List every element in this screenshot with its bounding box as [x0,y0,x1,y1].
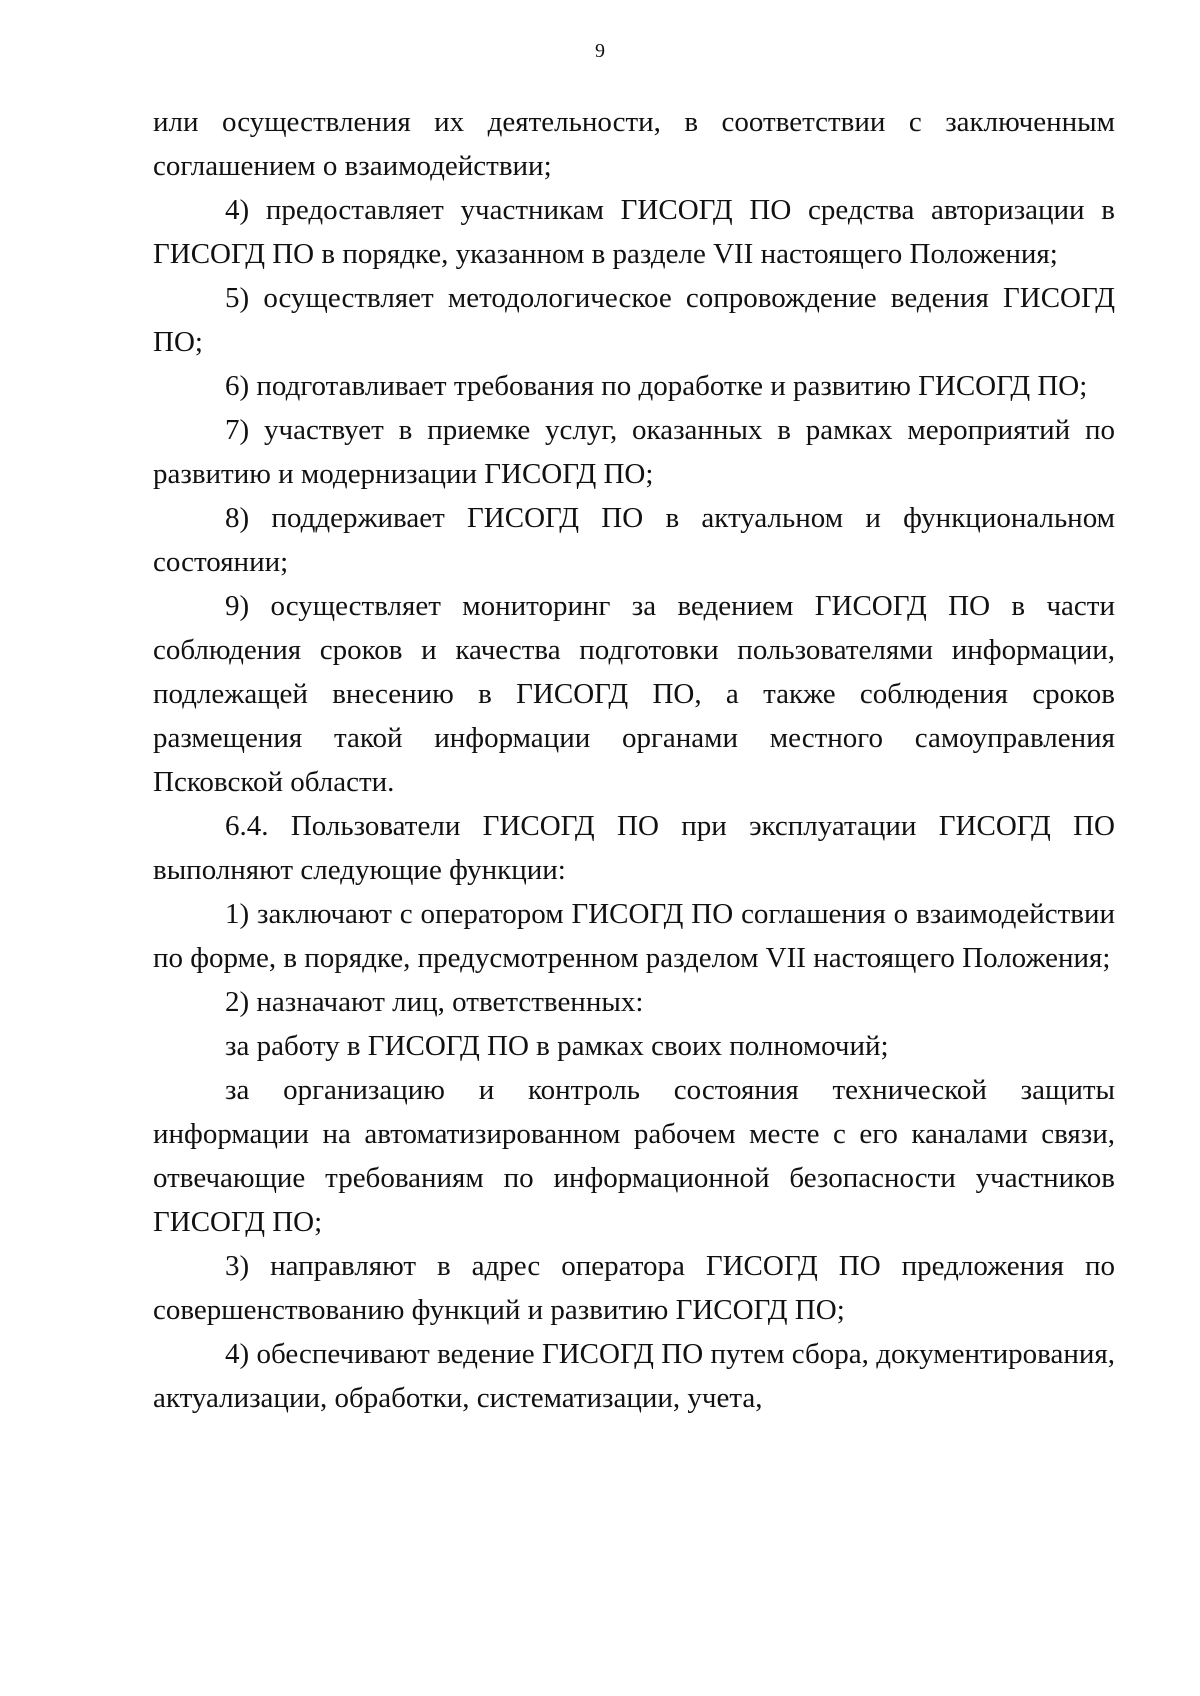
list-item: 9) осуществляет мониторинг за ведением ГИСОГД ПО в части соблюдения сроков и качества подготовки пользователями информации, подлежащей внесению в ГИСОГД ПО, а также соблюдения сроков размещения такой информации органами местного самоуправления Псковской области. [153,590,1115,798]
page-number: 9 [595,40,605,62]
list-item: 7) участвует в приемке услуг, оказанных в рамках мероприятий по развитию и модернизации ГИСОГД ПО; [153,414,1115,490]
list-item: 6) подготавливает требования по доработке и развитию ГИСОГД ПО; [225,370,1088,402]
sub-item: за организацию и контроль состояния технической защиты информации на автоматизированном рабочем месте с его каналами связи, отвечающие требованиям по информационной безопасности участников ГИСОГД ПО; [153,1074,1115,1238]
paragraph: или осуществления их деятельности, в соответствии с заключенным соглашением о взаимодействии; [153,106,1115,182]
list-item: 3) направляют в адрес оператора ГИСОГД ПО предложения по совершенствованию функций и развитию ГИСОГД ПО; [153,1250,1115,1326]
list-item: 5) осуществляет методологическое сопровождение ведения ГИСОГД ПО; [153,282,1115,358]
list-item: 2) назначают лиц, ответственных: [225,986,644,1018]
list-item: 8) поддерживает ГИСОГД ПО в актуальном и функциональном состоянии; [153,502,1115,578]
document-body [153,100,1115,1420]
sub-item: за работу в ГИСОГД ПО в рамках своих полномочий; [225,1030,889,1062]
list-item: 1) заключают с оператором ГИСОГД ПО соглашения о взаимодействии по форме, в порядке, предусмотренном разделом VII настоящего Положения; [153,898,1115,974]
list-item: 4) предоставляет участникам ГИСОГД ПО средства авторизации в ГИСОГД ПО в порядке, указанном в разделе VII настоящего Положения; [153,194,1115,270]
list-item: 4) обеспечивают ведение ГИСОГД ПО путем сбора, документирования, актуализации, обработки, систематизации, учета, [153,1338,1115,1414]
section-paragraph: 6.4. Пользователи ГИСОГД ПО при эксплуатации ГИСОГД ПО выполняют следующие функции: [153,810,1115,886]
